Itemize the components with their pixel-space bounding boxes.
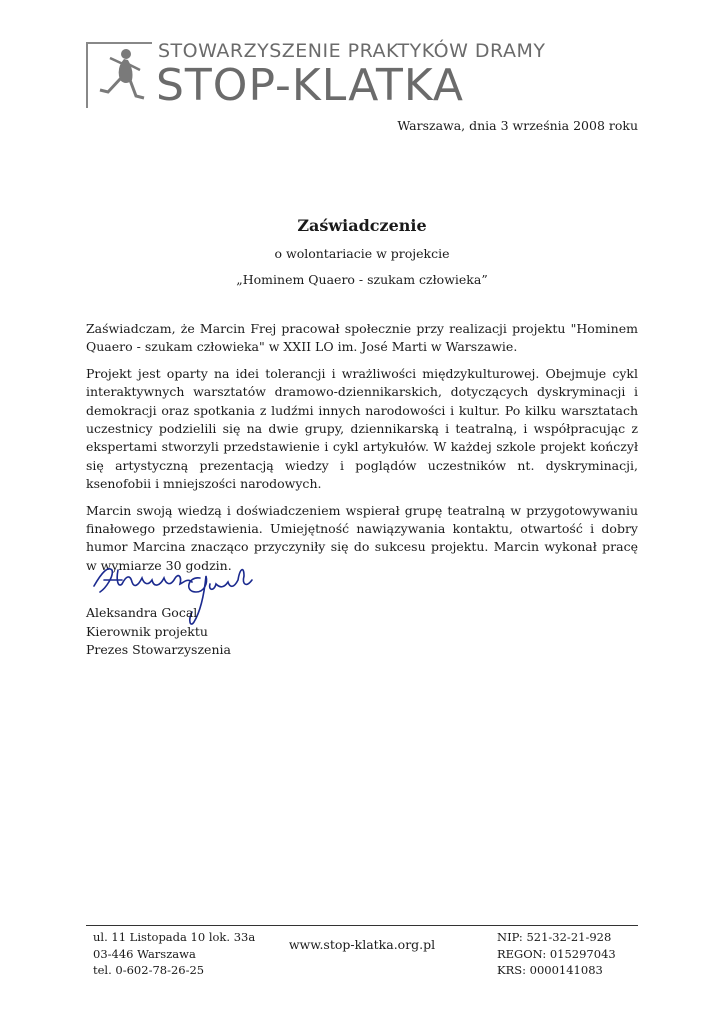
krs-number: KRS: 0000141083 <box>497 963 603 977</box>
website-link[interactable]: www.stop-klatka.org.pl <box>288 937 436 952</box>
footer-registry <box>497 929 616 979</box>
signer-block <box>86 604 231 660</box>
signer-role: Kierownik projektu <box>86 623 208 639</box>
document-body <box>86 320 638 583</box>
paragraph: Projekt jest oparty na idei tolerancji i wrażliwości międzykulturowej. Obejmuje cykl interaktywnych warsztatów dramowo-dziennikarskich, dotyczących dyskryminacji i demokracji oraz spotkania z ludźmi innych narodowości i kultur. Po kilku warsztatach uczestnicy podzielili się na dwie grupy, dziennikarską i teatralną, i współpracując z ekspertami stworzyli przedstawienie i cykl artykułów. W każdej szkole projekt kończył się artystyczną prezentacją wiedzy i poglądów uczestników nt. dyskryminacji, ksenofobii i mniejszości narodowych. <box>86 365 638 492</box>
document-subtitle: o wolontariacie w projekcie <box>274 246 450 261</box>
nip-number: NIP: 521-32-21-928 <box>497 930 612 944</box>
footer-divider <box>86 925 638 926</box>
signer-position: Prezes Stowarzyszenia <box>86 642 231 657</box>
signer-name: Aleksandra Gocal <box>86 605 198 620</box>
document-title: Zaświadczenie <box>297 216 427 235</box>
project-name: „Hominem Quaero - szukam człowieka” <box>236 272 488 287</box>
paragraph: Zaświadczam, że Marcin Frej pracował społecznie przy realizacji projektu "Hominem Quaero - szukam człowieka" w XXII LO im. José Marti w Warszawie. <box>86 321 638 355</box>
org-name: STOP-KLATKA <box>156 60 464 111</box>
regon-number: REGON: 015297043 <box>497 946 616 961</box>
address-city: 03-446 Warszawa <box>93 946 196 961</box>
organization-logo <box>86 40 546 112</box>
dancing-figure-icon <box>86 40 152 110</box>
org-subtitle: STOWARZYSZENIE PRAKTYKÓW DRAMY <box>158 40 546 62</box>
address-street: ul. 11 Listopada 10 lok. 33a <box>93 930 256 944</box>
document-date: Warszawa, dnia 3 września 2008 roku <box>397 118 638 133</box>
phone-number: tel. 0-602-78-26-25 <box>93 963 205 977</box>
paragraph: Marcin swoją wiedzą i doświadczeniem wspierał grupę teatralną w przygotowywaniu finałowego przedstawienia. Umiejętność nawiązywania kontaktu, otwartość i dobry humor Marcina znacząco przyczyniły się do sukcesu projektu. Marcin wykonał pracę w wymiarze 30 godzin. <box>86 502 638 573</box>
